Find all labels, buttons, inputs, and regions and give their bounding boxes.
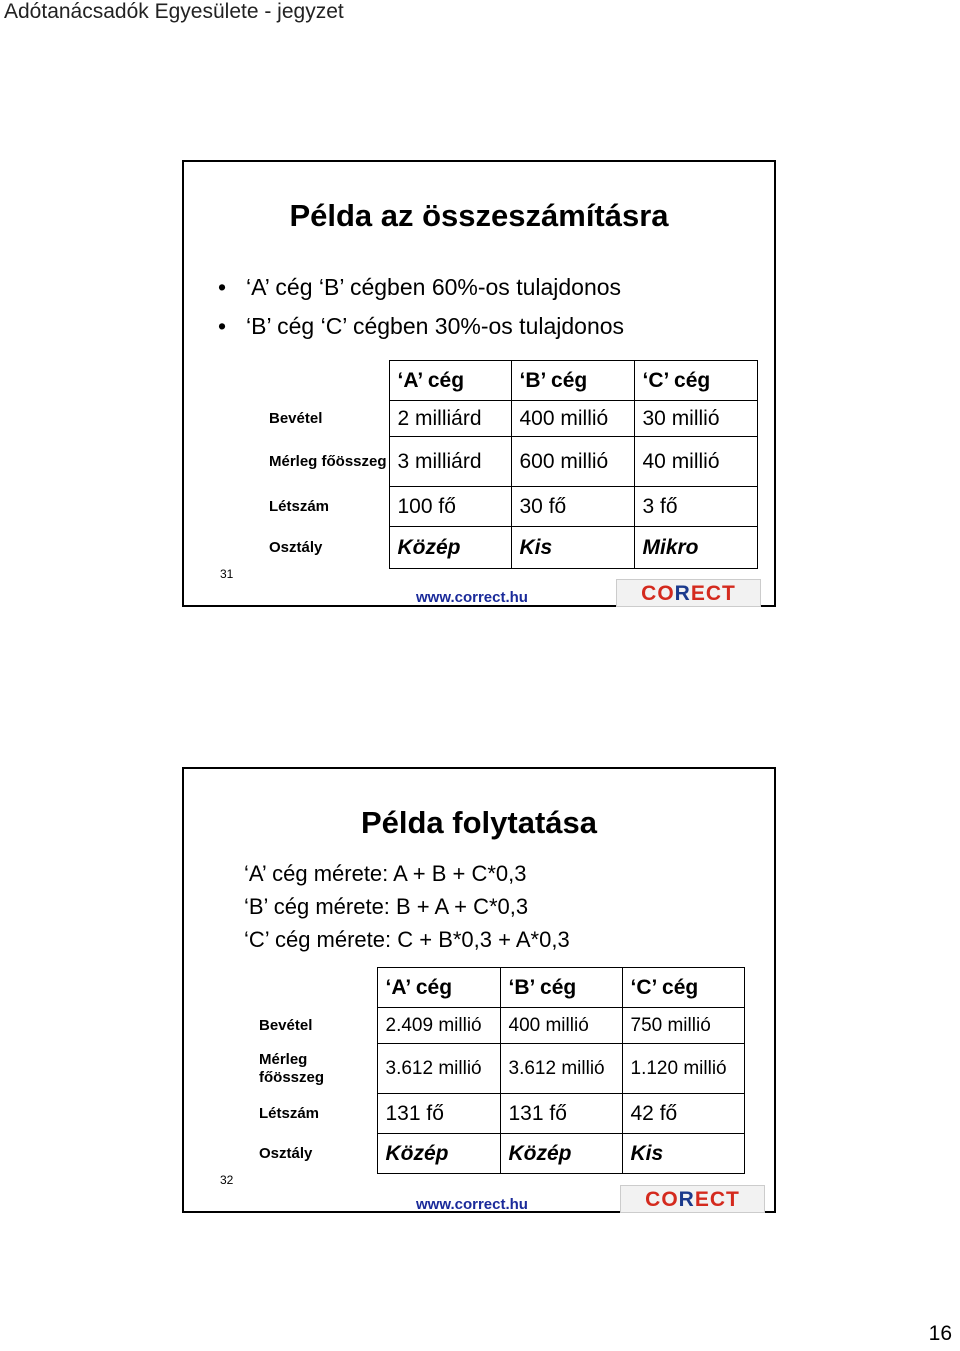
formula-list bbox=[244, 857, 570, 956]
table-cell: 40 millió bbox=[634, 437, 757, 487]
row-label: Osztály bbox=[259, 1144, 313, 1162]
website-link[interactable]: www.correct.hu bbox=[416, 1196, 528, 1213]
slide-number: 32 bbox=[220, 1173, 234, 1187]
document-header: Adótanácsadók Egyesülete - jegyzet bbox=[4, 0, 344, 23]
row-label: Létszám bbox=[259, 1104, 320, 1122]
size-table bbox=[254, 967, 745, 1174]
table-cell: 1.120 millió bbox=[622, 1044, 744, 1094]
slide-31 bbox=[182, 160, 776, 607]
table-cell: Közép bbox=[389, 527, 511, 569]
formula-line: ‘A’ cég mérete: A + B + C*0,3 bbox=[244, 861, 527, 886]
page-number: 16 bbox=[928, 1322, 952, 1345]
bullet-prefix: ‘ bbox=[246, 274, 252, 300]
slide-title: Példa az összeszámításra bbox=[289, 198, 669, 233]
correct-logo: CORECT bbox=[620, 1185, 765, 1213]
table-cell: 600 millió bbox=[511, 437, 634, 487]
bullet-icon: • bbox=[218, 313, 227, 339]
row-label: Bevétel bbox=[259, 1016, 313, 1034]
table-cell: 3 fő bbox=[634, 487, 757, 527]
table-row bbox=[264, 487, 757, 527]
table-cell: 400 millió bbox=[511, 401, 634, 437]
row-label: Létszám bbox=[269, 497, 330, 515]
table-cell: 750 millió bbox=[622, 1008, 744, 1044]
column-header: ‘A’ cég bbox=[377, 968, 500, 1008]
table-cell: Közép bbox=[377, 1134, 500, 1174]
table-cell: 2 milliárd bbox=[389, 401, 511, 437]
table-cell: 131 fő bbox=[500, 1094, 622, 1134]
row-label: Osztály bbox=[269, 538, 323, 556]
table-cell: 42 fő bbox=[622, 1094, 744, 1134]
table-cell: Kis bbox=[622, 1134, 744, 1174]
table-cell: 3.612 millió bbox=[377, 1044, 500, 1094]
table-cell: 30 fő bbox=[511, 487, 634, 527]
table-header-row bbox=[264, 361, 757, 401]
table-row bbox=[264, 401, 757, 437]
table-cell: 30 millió bbox=[634, 401, 757, 437]
column-header: ‘B’ cég bbox=[511, 361, 634, 401]
bullet-icon: • bbox=[218, 274, 227, 300]
bullet-text: A’ cég ‘B’ cégben 60%-os tulajdonos bbox=[251, 274, 622, 300]
column-header: ‘A’ cég bbox=[389, 361, 511, 401]
table-cell: 2.409 millió bbox=[377, 1008, 500, 1044]
column-header: ‘B’ cég bbox=[500, 968, 622, 1008]
slide-title: Példa folytatása bbox=[360, 805, 598, 840]
table-cell: 400 millió bbox=[500, 1008, 622, 1044]
table-cell: Közép bbox=[500, 1134, 622, 1174]
column-header: ‘C’ cég bbox=[622, 968, 744, 1008]
company-table bbox=[264, 360, 758, 569]
row-label: Mérleg főösszeg bbox=[269, 452, 387, 470]
bullet-item bbox=[218, 307, 624, 346]
formula-line: ‘B’ cég mérete: B + A + C*0,3 bbox=[244, 894, 529, 919]
bullet-prefix: ‘ bbox=[246, 313, 252, 339]
website-link[interactable]: www.correct.hu bbox=[416, 589, 528, 606]
slide-number: 31 bbox=[220, 567, 234, 581]
table-row bbox=[264, 437, 757, 487]
table-cell: 3 milliárd bbox=[389, 437, 511, 487]
formula-line: ‘C’ cég mérete: C + B*0,3 + A*0,3 bbox=[244, 927, 570, 952]
correct-logo: CORECT bbox=[616, 579, 761, 607]
table-cell: Kis bbox=[511, 527, 634, 569]
table-row bbox=[264, 527, 757, 569]
table-row bbox=[254, 1044, 744, 1094]
table-row bbox=[254, 1008, 744, 1044]
table-row bbox=[254, 1094, 744, 1134]
table-cell: 131 fő bbox=[377, 1094, 500, 1134]
slide-32 bbox=[182, 767, 776, 1213]
bullet-item bbox=[218, 268, 624, 307]
table-row bbox=[254, 1134, 744, 1174]
row-label: Mérleg főösszeg bbox=[259, 1050, 325, 1086]
row-label: Bevétel bbox=[269, 409, 323, 427]
bullet-text: B’ cég ‘C’ cégben 30%-os tulajdonos bbox=[251, 313, 625, 339]
table-cell: 3.612 millió bbox=[500, 1044, 622, 1094]
table-cell: 100 fő bbox=[389, 487, 511, 527]
table-cell: Mikro bbox=[634, 527, 757, 569]
column-header: ‘C’ cég bbox=[634, 361, 757, 401]
table-header-row bbox=[254, 968, 744, 1008]
bullet-list bbox=[218, 268, 624, 346]
